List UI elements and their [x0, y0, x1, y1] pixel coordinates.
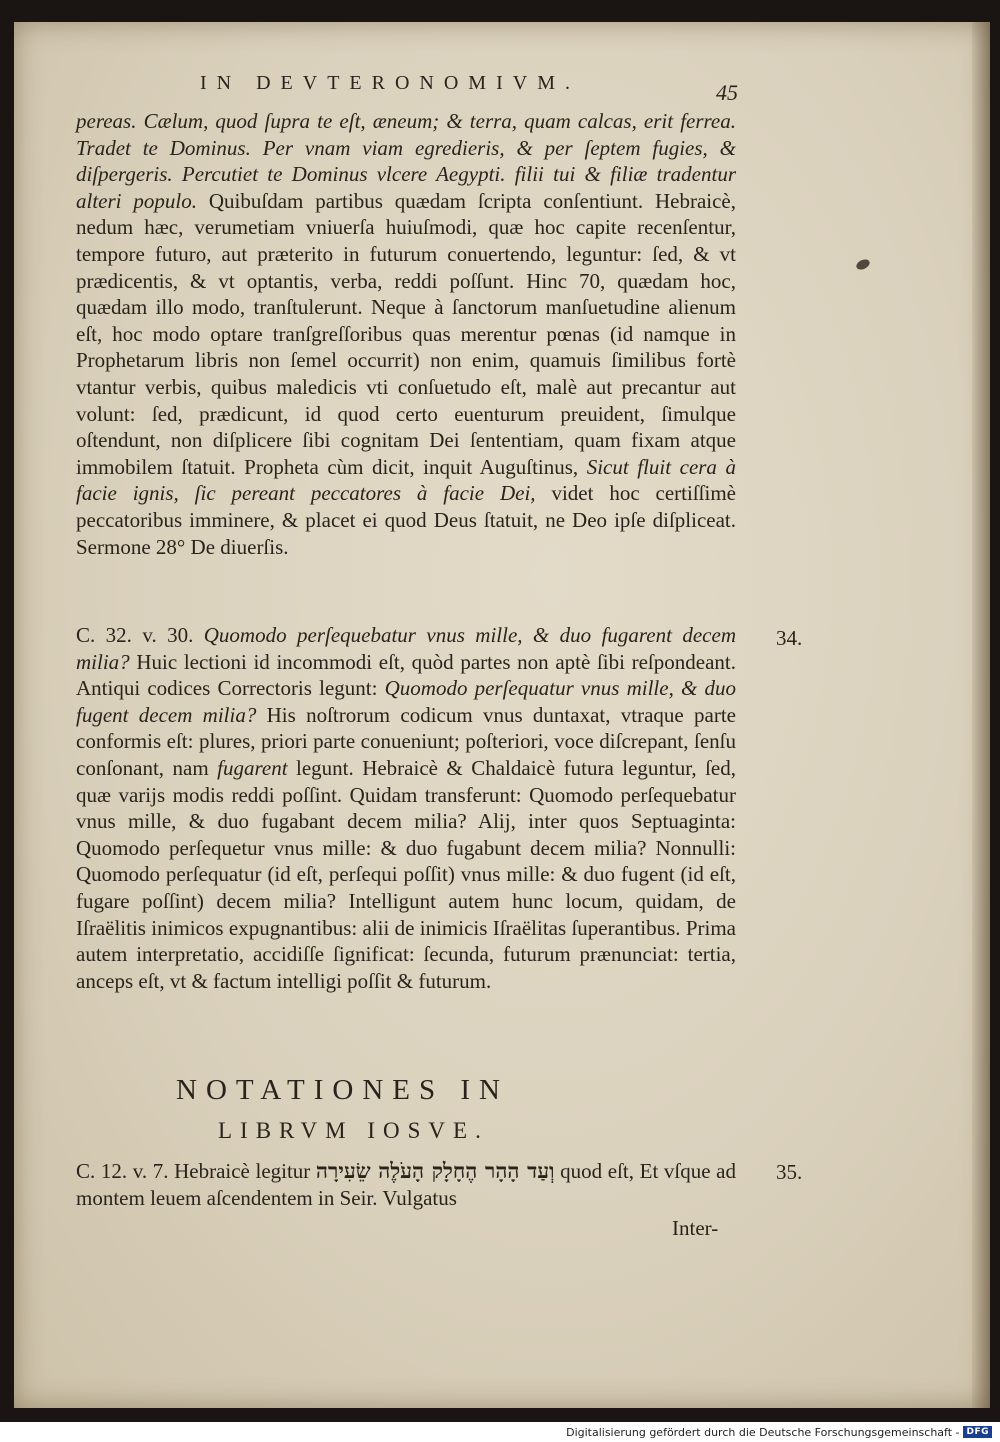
scripture-quote: Quomodo perſequatur vnus mille, & duo fugent decem milia? [76, 676, 736, 727]
margin-note-34: 34. [776, 626, 803, 650]
variant-word: fugarent [217, 755, 288, 780]
page-number: 45 [716, 80, 738, 105]
commentary-text: legunt. Hebraicè & Chaldaicè futura leguntur, ſed, quæ varijs modis reddi poſſint. Quidam transferunt: Quomodo perſequebatur vnus mille, & duo fugabant decem milia? Alij, inter quos Septuaginta: Quomodo perſequetur vnus mille: & duo fugabunt decem milia? Nonnulli: Quomodo perſequatur (id eſt, perſequi poſſit) vnus mille: & duo fugent (id eſt, fugare poſſint) decem milia? Intelligunt autem hunc locum, quidam, de Iſraëlitis inimicos expugnantibus: alii de inimicis Iſraëlitas ſuperantibus. Prima autem interpretatio, accidiſſe ſignificat: ſecunda, futurum prænunciat: tertia, anceps eſt, vt & factum intelligi poſſit & futurum. [76, 755, 737, 993]
digitization-footer [566, 1424, 992, 1440]
augustine-quote: Sicut fluit cera à facie ignis, ſic pereant peccatores à facie Dei, [76, 454, 736, 506]
section-heading-line-1: NOTATIONES IN [176, 1074, 509, 1106]
commentary-text: His noſtrorum codicum vnus duntaxat, vtraque parte conformis eſt: plures, priori parte conueniunt; poſteriori, voce diſcrepant, ſenſu conſonant, nam [76, 702, 736, 780]
page-edge-shadow [972, 22, 990, 1408]
dfg-logo: DFG [963, 1426, 992, 1438]
margin-note-35: 35. [776, 1160, 803, 1184]
commentary-text: quod eſt, Et vſque ad montem leuem aſcendentem in Seir. Vulgatus [76, 1159, 736, 1210]
catchword: Inter- [672, 1216, 719, 1240]
scripture-quote: Quomodo perſequebatur vnus mille, & duo fugarent decem milia? [76, 623, 736, 674]
paragraph-deuteronomy-32 [76, 622, 736, 994]
scripture-quote: pereas. Cælum, quod ſupra te eſt, æneum; & terra, quam calcas, erit ferrea. Tradet te Dominus. Per vnam viam egredieris, & per ſeptem fugies, & diſpergeris. Percutiet te Dominus vlcere Aegypti. filii tui & filiæ tradentur alteri populo. [76, 109, 736, 213]
verse-reference: C. 12. v. 7. Hebraicè legitur [76, 1159, 316, 1183]
hebrew-text: וְעַד הָהָר הֶחָלָק הָעֹלֶה שֵׂעִירָה [315, 1158, 555, 1183]
ink-blot [855, 257, 871, 271]
funding-credit: Digitalisierung gefördert durch die Deutsche Forschungsgemeinschaft - [566, 1425, 960, 1439]
paragraph-joshua-12 [76, 1158, 736, 1211]
commentary-text: Quibuſdam partibus quædam ſcripta conſentiunt. Hebraicè, nedum hæc, verumetiam vniuerſa huiuſmodi, quæ hoc capite recenſentur, tempore futuro, aut præterito in futurum conuertendo, leguntur: ſed, & vt prædicentis, & vt optantis, verba, reddi poſſunt. Hinc 70, quædam hoc, quædam illo modo, tranſtulerunt. Neque à ſanctorum manſuetudine alienum eſt, hoc modo optare tranſgreſſoribus quas merentur pœnas (id namque in Prophetarum libris non ſemel occurrit) non enim, quamuis ſimilibus fortè vtantur verbis, quibus maledicis vti conſuetudo eſt, malè aut precantur aut volunt: ſed, prædicunt, id quod certo euenturum preuident, ſimulque oſtendunt, non diſplicere ſibi cognitam Dei ſententiam, quam fixam atque immobilem ſtatuit. Propheta cùm dicit, inquit Auguſtinus, [76, 188, 736, 479]
running-header: IN DEVTERONOMIVM. [200, 72, 580, 94]
verse-reference: C. 32. v. 30. [76, 623, 204, 647]
paragraph-deuteronomy-28 [76, 108, 736, 560]
section-heading-line-2: LIBRVM IOSVE. [218, 1118, 489, 1143]
commentary-text: videt hoc certiſſimè peccatoribus imminere, & placet ei quod Deus ſtatuit, ne Deo ipſe diſpliceat. Sermone 28° De diuerſis. [76, 481, 737, 559]
commentary-text: Huic lectioni id incommodi eſt, quòd partes non aptè ſibi reſpondeant. Antiqui codices Correctoris legunt: [76, 649, 736, 701]
